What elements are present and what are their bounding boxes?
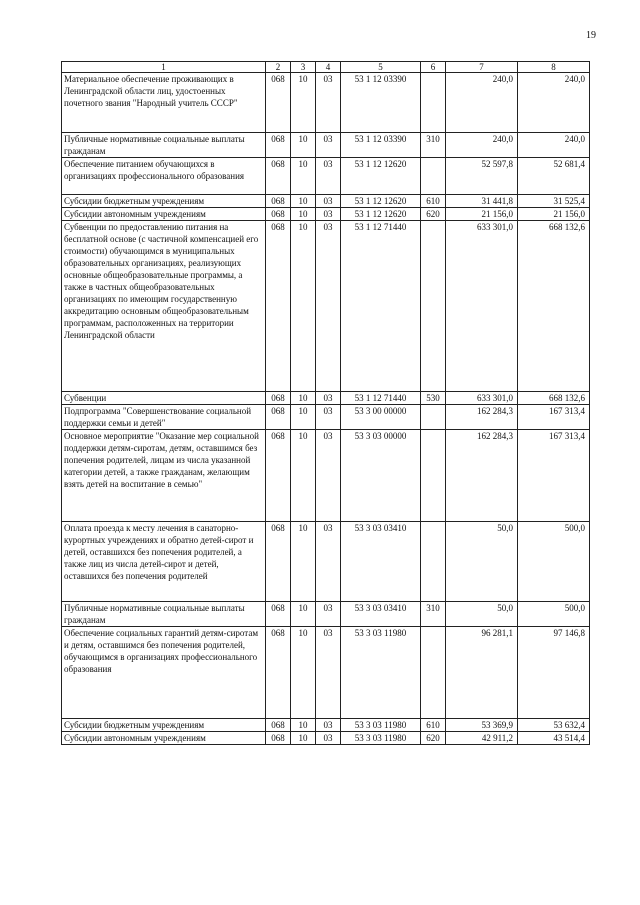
target-article-cell: 53 1 12 12620	[341, 208, 421, 221]
column-header: 6	[421, 62, 446, 73]
expense-type-cell: 620	[421, 208, 446, 221]
subsection-cell: 03	[316, 719, 341, 732]
expense-type-cell: 610	[421, 195, 446, 208]
target-article-cell: 53 1 12 03390	[341, 133, 421, 158]
column-header: 8	[518, 62, 590, 73]
table-row	[62, 221, 590, 392]
amount-year-2-cell: 97 146,8	[518, 627, 590, 719]
row-name-cell: Субсидии бюджетным учреждениям	[62, 195, 266, 208]
table-row	[62, 719, 590, 732]
subsection-cell: 03	[316, 627, 341, 719]
table-row	[62, 430, 590, 522]
row-name-cell: Субвенции по предоставлению питания на бесплатной основе (с частичной компенсацией его стоимости) обучающимся в муниципальных образовательных организациях, реализующих основные общеобразовательные программы, а также в частных общеобразовательных организациях по имеющим государственную аккредитацию основным общеобразовательным программам, расположенных на территории Ленинградской области	[62, 221, 266, 392]
table-row	[62, 392, 590, 405]
row-name-cell: Оплата проезда к месту лечения в санаторно-курортных учреждениях и обратно детей-сирот и детей, оставшихся без попечения родителей, а также лиц из числа детей-сирот и детей, оставшихся без попечения родителей	[62, 522, 266, 602]
code-cell: 068	[266, 732, 291, 745]
column-header: 1	[62, 62, 266, 73]
code-cell: 068	[266, 73, 291, 133]
amount-year-1-cell: 50,0	[446, 522, 518, 602]
row-name-cell: Обеспечение питанием обучающихся в организациях профессионального образования	[62, 158, 266, 195]
column-header: 3	[291, 62, 316, 73]
section-cell: 10	[291, 430, 316, 522]
target-article-cell: 53 1 12 71440	[341, 221, 421, 392]
target-article-cell: 53 1 12 12620	[341, 158, 421, 195]
table-row	[62, 627, 590, 719]
amount-year-2-cell: 43 514,4	[518, 732, 590, 745]
section-cell: 10	[291, 73, 316, 133]
amount-year-2-cell: 31 525,4	[518, 195, 590, 208]
amount-year-1-cell: 162 284,3	[446, 430, 518, 522]
amount-year-1-cell: 53 369,9	[446, 719, 518, 732]
amount-year-2-cell: 668 132,6	[518, 392, 590, 405]
subsection-cell: 03	[316, 430, 341, 522]
expense-type-cell: 310	[421, 133, 446, 158]
row-name-cell: Обеспечение социальных гарантий детям-сиротам и детям, оставшимся без попечения родителей, обучающимся в организациях профессионального образования	[62, 627, 266, 719]
amount-year-1-cell: 96 281,1	[446, 627, 518, 719]
code-cell: 068	[266, 208, 291, 221]
subsection-cell: 03	[316, 405, 341, 430]
column-header: 7	[446, 62, 518, 73]
expense-type-cell: 610	[421, 719, 446, 732]
code-cell: 068	[266, 195, 291, 208]
section-cell: 10	[291, 732, 316, 745]
expense-type-cell	[421, 158, 446, 195]
amount-year-1-cell: 633 301,0	[446, 221, 518, 392]
code-cell: 068	[266, 719, 291, 732]
amount-year-2-cell: 240,0	[518, 73, 590, 133]
expense-type-cell	[421, 627, 446, 719]
code-cell: 068	[266, 405, 291, 430]
code-cell: 068	[266, 430, 291, 522]
amount-year-2-cell: 53 632,4	[518, 719, 590, 732]
code-cell: 068	[266, 221, 291, 392]
subsection-cell: 03	[316, 602, 341, 627]
amount-year-1-cell: 162 284,3	[446, 405, 518, 430]
table-row	[62, 195, 590, 208]
amount-year-2-cell: 240,0	[518, 133, 590, 158]
subsection-cell: 03	[316, 208, 341, 221]
code-cell: 068	[266, 522, 291, 602]
amount-year-2-cell: 167 313,4	[518, 430, 590, 522]
expense-type-cell	[421, 405, 446, 430]
target-article-cell: 53 3 03 11980	[341, 719, 421, 732]
expense-type-cell	[421, 221, 446, 392]
target-article-cell: 53 3 00 00000	[341, 405, 421, 430]
section-cell: 10	[291, 158, 316, 195]
amount-year-2-cell: 500,0	[518, 522, 590, 602]
section-cell: 10	[291, 627, 316, 719]
amount-year-1-cell: 50,0	[446, 602, 518, 627]
section-cell: 10	[291, 392, 316, 405]
page-number: 19	[586, 30, 596, 41]
target-article-cell: 53 1 12 12620	[341, 195, 421, 208]
row-name-cell: Публичные нормативные социальные выплаты гражданам	[62, 133, 266, 158]
expense-type-cell: 620	[421, 732, 446, 745]
target-article-cell: 53 3 03 11980	[341, 732, 421, 745]
target-article-cell: 53 1 12 03390	[341, 73, 421, 133]
subsection-cell: 03	[316, 133, 341, 158]
subsection-cell: 03	[316, 73, 341, 133]
expense-type-cell: 530	[421, 392, 446, 405]
row-name-cell: Субвенции	[62, 392, 266, 405]
column-header: 4	[316, 62, 341, 73]
amount-year-1-cell: 42 911,2	[446, 732, 518, 745]
code-cell: 068	[266, 158, 291, 195]
section-cell: 10	[291, 195, 316, 208]
table-row	[62, 208, 590, 221]
table-row	[62, 133, 590, 158]
subsection-cell: 03	[316, 195, 341, 208]
amount-year-2-cell: 668 132,6	[518, 221, 590, 392]
budget-table	[61, 61, 590, 745]
amount-year-1-cell: 240,0	[446, 73, 518, 133]
code-cell: 068	[266, 392, 291, 405]
table-row	[62, 732, 590, 745]
target-article-cell: 53 3 03 11980	[341, 627, 421, 719]
amount-year-1-cell: 633 301,0	[446, 392, 518, 405]
column-header: 5	[341, 62, 421, 73]
code-cell: 068	[266, 602, 291, 627]
target-article-cell: 53 1 12 71440	[341, 392, 421, 405]
table-row	[62, 158, 590, 195]
amount-year-1-cell: 31 441,8	[446, 195, 518, 208]
subsection-cell: 03	[316, 732, 341, 745]
amount-year-2-cell: 167 313,4	[518, 405, 590, 430]
subsection-cell: 03	[316, 522, 341, 602]
code-cell: 068	[266, 133, 291, 158]
row-name-cell: Подпрограмма "Совершенствование социальной поддержки семьи и детей"	[62, 405, 266, 430]
table-row	[62, 522, 590, 602]
expense-type-cell	[421, 430, 446, 522]
amount-year-2-cell: 21 156,0	[518, 208, 590, 221]
row-name-cell: Материальное обеспечение проживающих в Ленинградской области лиц, удостоенных почетного звания "Народный учитель СССР"	[62, 73, 266, 133]
row-name-cell: Публичные нормативные социальные выплаты гражданам	[62, 602, 266, 627]
table-header-row	[62, 62, 590, 73]
subsection-cell: 03	[316, 392, 341, 405]
row-name-cell: Субсидии автономным учреждениям	[62, 732, 266, 745]
section-cell: 10	[291, 405, 316, 430]
amount-year-1-cell: 21 156,0	[446, 208, 518, 221]
table-row	[62, 602, 590, 627]
expense-type-cell	[421, 522, 446, 602]
section-cell: 10	[291, 208, 316, 221]
amount-year-2-cell: 500,0	[518, 602, 590, 627]
row-name-cell: Субсидии автономным учреждениям	[62, 208, 266, 221]
row-name-cell: Субсидии бюджетным учреждениям	[62, 719, 266, 732]
expense-type-cell: 310	[421, 602, 446, 627]
target-article-cell: 53 3 03 03410	[341, 522, 421, 602]
expense-type-cell	[421, 73, 446, 133]
section-cell: 10	[291, 719, 316, 732]
subsection-cell: 03	[316, 221, 341, 392]
column-header: 2	[266, 62, 291, 73]
target-article-cell: 53 3 03 03410	[341, 602, 421, 627]
table-row	[62, 405, 590, 430]
subsection-cell: 03	[316, 158, 341, 195]
target-article-cell: 53 3 03 00000	[341, 430, 421, 522]
section-cell: 10	[291, 602, 316, 627]
amount-year-1-cell: 240,0	[446, 133, 518, 158]
section-cell: 10	[291, 221, 316, 392]
section-cell: 10	[291, 522, 316, 602]
table-row	[62, 73, 590, 133]
row-name-cell: Основное мероприятие "Оказание мер социальной поддержки детям-сиротам, детям, оставшимся без попечения родителей, лицам из числа указанной категории детей, а также гражданам, желающим взять детей на воспитание в семью"	[62, 430, 266, 522]
amount-year-1-cell: 52 597,8	[446, 158, 518, 195]
section-cell: 10	[291, 133, 316, 158]
amount-year-2-cell: 52 681,4	[518, 158, 590, 195]
code-cell: 068	[266, 627, 291, 719]
table-body	[62, 73, 590, 745]
